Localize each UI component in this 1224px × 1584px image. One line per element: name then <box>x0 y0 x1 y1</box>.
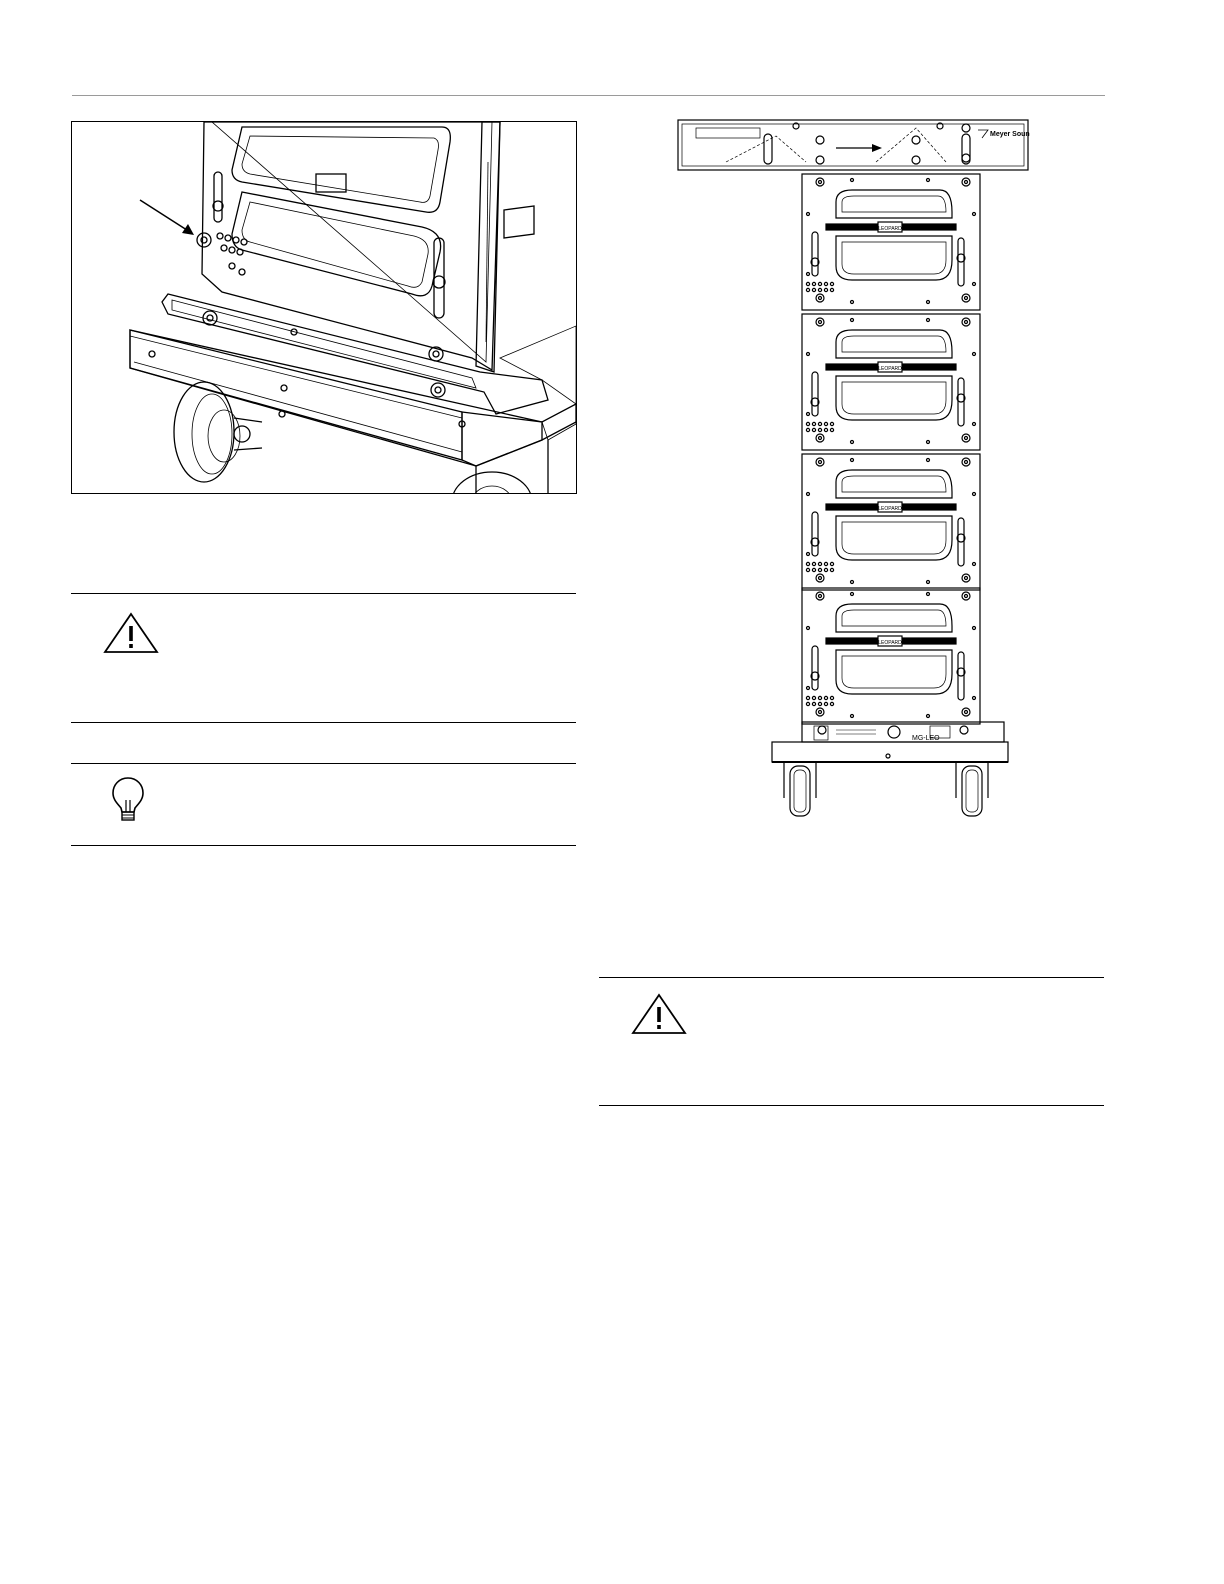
frame-badge: Meyer Sound <box>990 131 1030 138</box>
side-label <box>504 206 534 238</box>
grid-frame <box>678 120 1028 170</box>
cabinet-3 <box>802 454 980 590</box>
rail <box>476 122 500 372</box>
lightbulb-icon <box>111 776 145 829</box>
cart-badge: MG-LEO <box>912 735 940 742</box>
cart-top-bar <box>162 294 548 414</box>
rear-slot <box>434 238 444 318</box>
cabinet-badge-4: LEOPARD <box>878 640 902 646</box>
cabinet-badge-2: LEOPARD <box>878 366 902 372</box>
handle-lower <box>232 192 441 296</box>
handle-upper <box>232 127 450 212</box>
cart-closeup-drawing <box>72 122 576 493</box>
cabinet-badge-1: LEOPARD <box>878 226 902 232</box>
array-stack-figure <box>676 118 1030 820</box>
warning-bottom-rule <box>71 722 576 723</box>
warning-triangle-icon <box>631 993 687 1040</box>
slot-pin <box>433 276 445 288</box>
cabinet-badge-3: LEOPARD <box>878 506 902 512</box>
tip-top-rule <box>71 763 576 764</box>
header-rule <box>72 95 1105 96</box>
warning-top-rule <box>71 593 576 594</box>
right-warning-bottom-rule <box>599 1105 1104 1106</box>
tip-bottom-rule <box>71 845 576 846</box>
cabinet-1 <box>802 174 980 310</box>
pointer-arrow <box>140 200 190 232</box>
splay-angle-holes <box>197 233 247 275</box>
cabinet-4 <box>802 588 980 724</box>
cabinet-stack <box>802 174 980 724</box>
array-cart <box>772 722 1008 816</box>
caster-wheel <box>174 382 262 482</box>
array-stack-drawing <box>676 118 1030 820</box>
right-warning-top-rule <box>599 977 1104 978</box>
cart-closeup-figure <box>71 121 577 494</box>
warning-triangle-icon <box>103 612 159 659</box>
cart-front-frame <box>130 330 576 466</box>
cabinet-2 <box>802 314 980 450</box>
